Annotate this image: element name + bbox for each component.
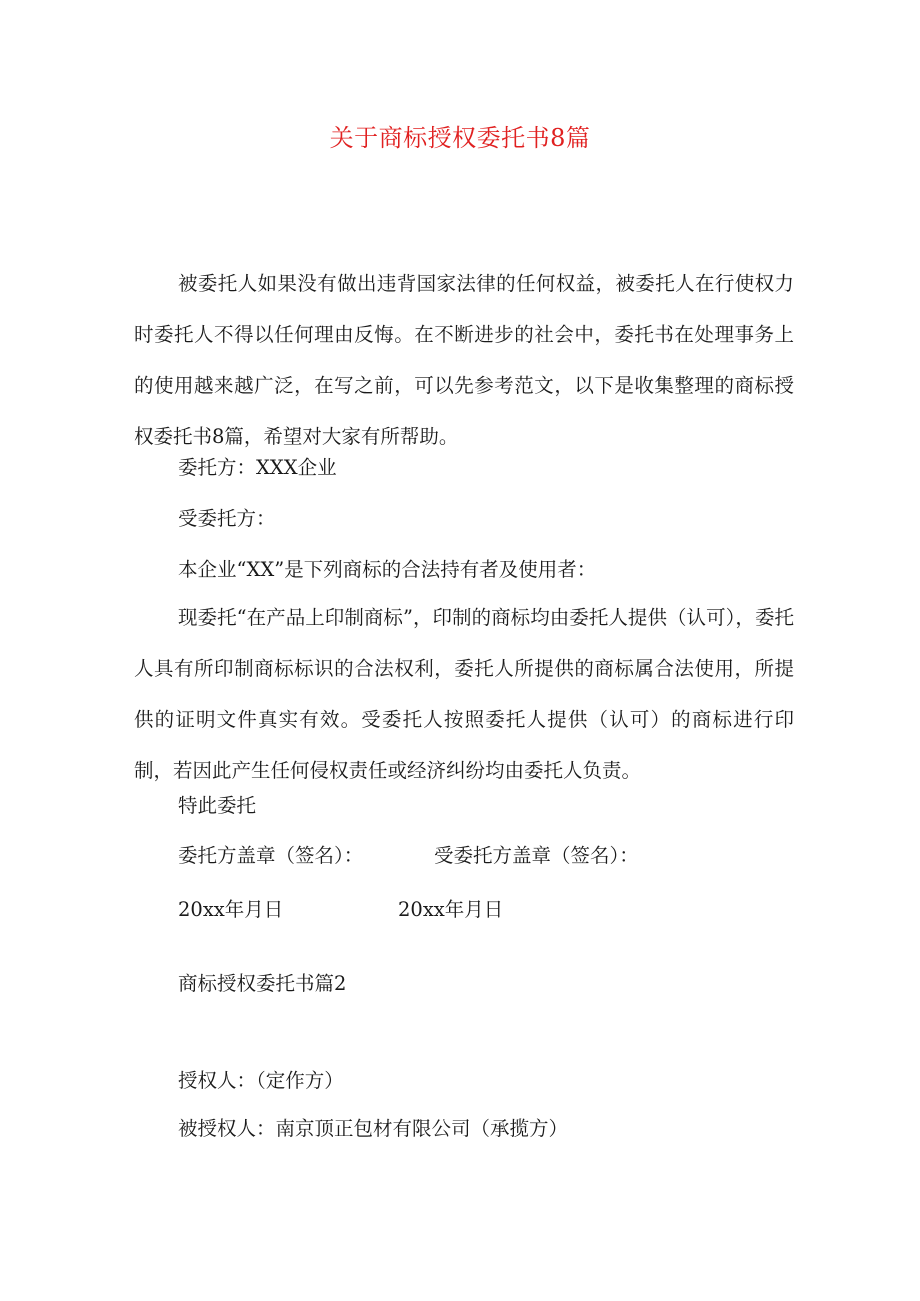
seal-agent: 受委托方盖章（签名）： bbox=[434, 844, 639, 867]
grantee-line: 被授权人：南京顶正包材有限公司（承揽方） bbox=[178, 1117, 569, 1140]
date-principal: 20xx年月日 bbox=[178, 898, 284, 921]
intro-paragraph: 被委托人如果没有做出违背国家法律的任何权益，被委托人在行使权力时委托人不得以任何理由反悔。在不断进步的社会中，委托书在处理事务上的使用越来越广泛，在写之前，可以先参考范文，以下是收集整理的商标授权委托书8篇，希望对大家有所帮助。 bbox=[134, 272, 794, 448]
seal-principal: 委托方盖章（签名）： bbox=[178, 844, 364, 867]
grantor-line: 授权人：（定作方） bbox=[178, 1069, 344, 1092]
section2-title: 商标授权委托书篇2 bbox=[178, 972, 347, 995]
date-agent: 20xx年月日 bbox=[398, 898, 504, 921]
statement-line: 本企业“XX”是下列商标的合法持有者及使用者： bbox=[178, 558, 597, 581]
principal-line: 委托方：XXX企业 bbox=[178, 456, 337, 479]
document-title: 关于商标授权委托书8篇 bbox=[329, 124, 591, 152]
closing-line: 特此委托 bbox=[178, 794, 257, 817]
agent-line: 受委托方： bbox=[178, 507, 276, 530]
commission-paragraph: 现委托“在产品上印制商标”，印制的商标均由委托人提供（认可），委托人具有所印制商标标识的合法权利，委托人所提供的商标属合法使用，所提供的证明文件真实有效。受委托人按照委托人提供（认可）的商标进行印制，若因此产生任何侵权责任或经济纠纷均由委托人负责。 bbox=[134, 606, 794, 782]
